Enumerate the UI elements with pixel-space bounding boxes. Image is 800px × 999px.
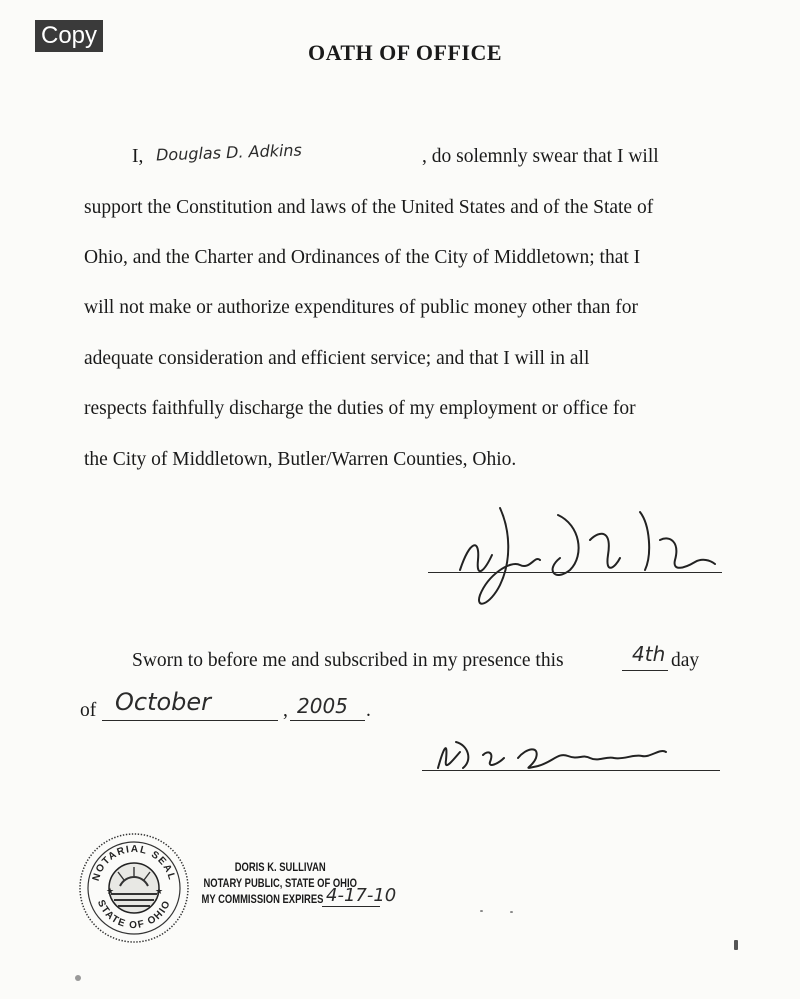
sworn-day-word: day (671, 650, 700, 671)
notary-signature (428, 730, 673, 775)
seal-bottom-text: STATE OF OHIO (94, 898, 174, 932)
notary-title: NOTARY PUBLIC, STATE OF OHIO (203, 878, 357, 890)
oath-line: the City of Middletown, Butler/Warren Counties, Ohio. (84, 449, 517, 470)
seal-top-text: NOTARIAL SEAL (90, 843, 178, 883)
sworn-day-handwritten: 4th (632, 642, 666, 666)
oath-line: Ohio, and the Charter and Ordinances of the City of Middletown; that I (84, 247, 641, 268)
scan-speck (734, 940, 738, 950)
notary-commission-label: MY COMMISSION EXPIRES (201, 894, 324, 906)
notarial-seal (78, 832, 190, 944)
seal-star-icon: ★ (106, 887, 115, 897)
oath-line-0-suffix: , do solemnly swear that I will (422, 146, 659, 167)
oath-prefix: I, (132, 146, 144, 167)
oath-line: will not make or authorize expenditures of public money other than for (84, 297, 638, 318)
oath-line: adequate consideration and efficient service; and that I will in all (84, 348, 590, 369)
commission-date-line (322, 906, 380, 907)
seal-star-icon: ★ (155, 887, 164, 897)
scan-speck (510, 911, 513, 913)
oath-name-handwritten: Douglas D. Adkins (155, 140, 303, 165)
sworn-of-word: of (80, 700, 97, 721)
copy-badge: Copy (35, 20, 103, 52)
month-line (102, 720, 278, 721)
notary-commission-date-handwritten: 4-17-10 (326, 885, 397, 906)
official-signature (440, 500, 740, 615)
notary-signature-line (422, 770, 720, 771)
official-signature-line (428, 572, 722, 573)
scan-speck (75, 975, 81, 981)
sworn-year-handwritten: 2005 (297, 694, 348, 718)
sworn-text: Sworn to before me and subscribed in my presence this (132, 650, 564, 671)
sworn-month-handwritten: October (115, 688, 212, 716)
document-title: OATH OF OFFICE (308, 40, 502, 65)
scan-speck (480, 910, 483, 912)
oath-line: respects faithfully discharge the duties of my employment or office for (84, 398, 636, 419)
sworn-period: . (366, 700, 371, 721)
day-line (622, 670, 668, 671)
year-line (290, 720, 365, 721)
sworn-comma: , (283, 700, 288, 721)
notary-name: DORIS K. SULLIVAN (234, 862, 326, 874)
oath-line: support the Constitution and laws of the United States and of the State of (84, 197, 654, 218)
